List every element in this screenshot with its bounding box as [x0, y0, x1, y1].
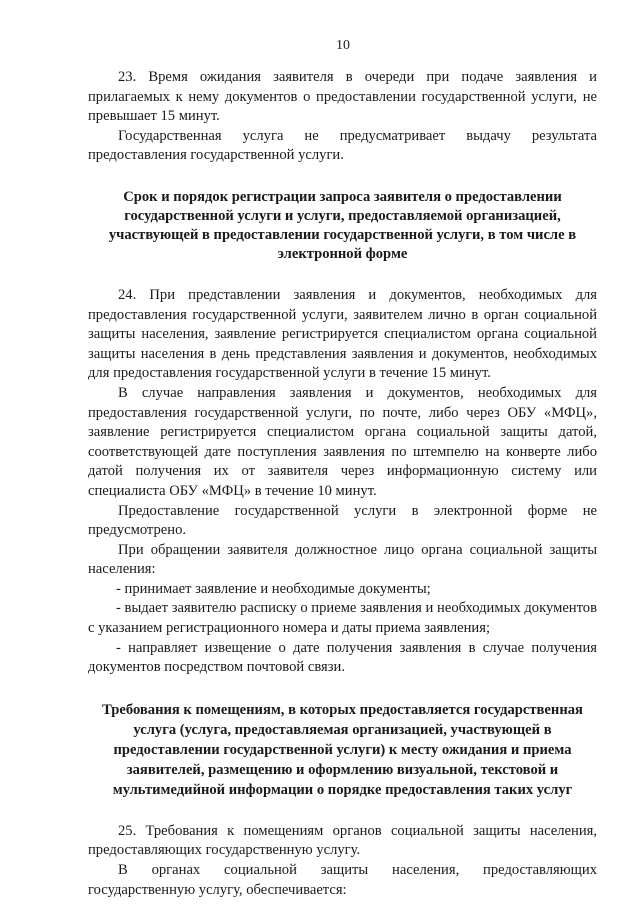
paragraph-24-mail: В случае направления заявления и документов, необходимых для предоставления государственной услуги, по почте, либо через ОБУ «МФЦ», заявление регистрируется специалистом органа социальной защиты датой, соответствующей дате поступления заявления по штемпелю на конверте либо датой получения их от заявителя через информационную систему или специалиста ОБУ «МФЦ» в течение 10 минут.: [88, 384, 597, 499]
section-heading-registration: Срок и порядок регистрации запроса заявителя о предоставлении государственной услуги и услуги, предоставляемой организацией, участвующей в предоставлении государственной услуги, в том числе в электронной форме: [108, 188, 577, 262]
paragraph-25-provided: В органах социальной защиты населения, предоставляющих государственную услугу, обеспечивается:: [88, 862, 597, 898]
list-item-notice: - направляет извещение о дате получения заявления в случае получения документов посредством почтовой связи.: [88, 639, 597, 676]
paragraph-23-result: Государственная услуга не предусматривает выдачу результата предоставления государственной услуги.: [88, 127, 597, 164]
paragraph-24-official: При обращении заявителя должностное лицо органа социальной защиты населения:: [88, 541, 597, 578]
section-heading-premises: Требования к помещениям, в которых предоставляется государственная услуга (услуга, предоставляемая организацией, участвующей в предоставлении государственной услуги) к месту ожидания и приема заявителей, размещению и оформлению визуальной, текстовой и мультимедийной информации о порядке предоставления таких услуг: [102, 701, 583, 798]
paragraph-24: 24. При представлении заявления и документов, необходимых для предоставления государственной услуги, заявителем лично в орган социальной защиты населения, заявление регистрируется специалистом органа социальной защиты населения в день представления заявления и документов, необходимых для предоставления государственной услуги в течение 15 минут.: [88, 286, 597, 382]
paragraph-24-electronic: Предоставление государственной услуги в электронной форме не предусмотрено.: [88, 502, 597, 539]
paragraph-25: 25. Требования к помещениям органов социальной защиты населения, предоставляющих государственную услугу.: [88, 822, 597, 859]
list-item-receipt: - выдает заявителю расписку о приеме заявления и необходимых документов с указанием регистрационного номера и даты приема заявления;: [88, 600, 597, 637]
list-item-accepts: - принимает заявление и необходимые документы;: [116, 580, 431, 597]
paragraph-23: 23. Время ожидания заявителя в очереди при подаче заявления и прилагаемых к нему документов о предоставлении государственной услуги, не превышает 15 минут.: [88, 69, 597, 125]
document-body: [88, 68, 597, 900]
page-number: 10: [336, 38, 350, 53]
